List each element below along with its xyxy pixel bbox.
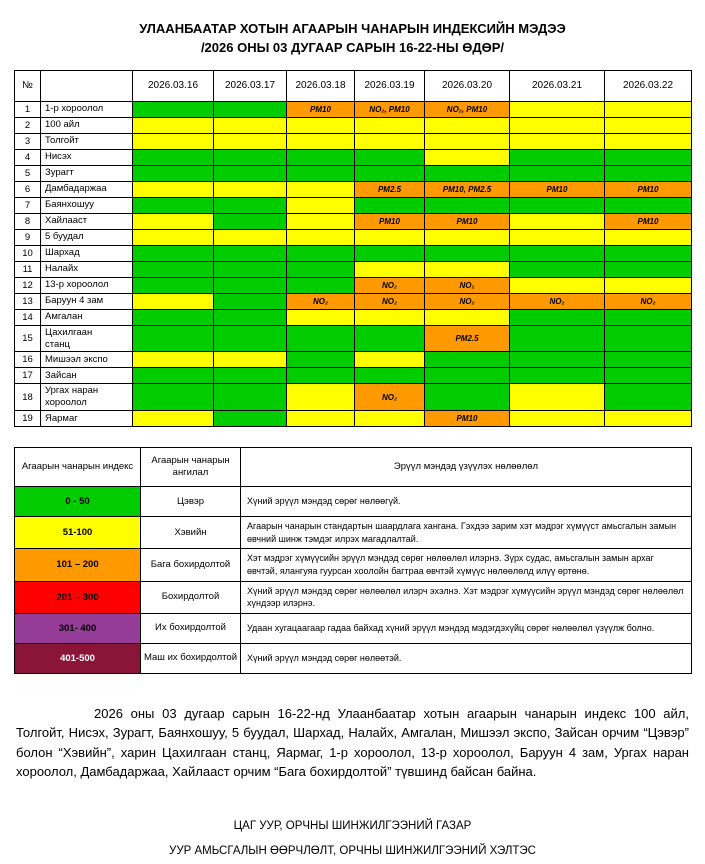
aqi-day-cell <box>287 133 355 149</box>
aqi-station-name: Зурагт <box>41 165 133 181</box>
aqi-station-name: Ургах наран хороолол <box>41 384 133 411</box>
aqi-day-cell <box>287 411 355 427</box>
aqi-day-cell <box>214 101 287 117</box>
aqi-day-cell-pollutant: PM10 <box>287 101 355 117</box>
aqi-day-cell-pollutant: PM10 <box>510 181 605 197</box>
aqi-day-cell <box>133 261 214 277</box>
aqi-date-header: 2026.03.21 <box>510 70 605 101</box>
aqi-day-cell <box>287 117 355 133</box>
aqi-day-cell-pollutant: PM10 <box>605 181 692 197</box>
aqi-table <box>14 70 692 428</box>
aqi-station-name: Толгойт <box>41 133 133 149</box>
aqi-day-cell <box>355 133 425 149</box>
aqi-day-cell <box>214 309 287 325</box>
aqi-day-cell <box>133 352 214 368</box>
aqi-station-header <box>41 70 133 101</box>
aqi-day-cell <box>605 149 692 165</box>
aqi-day-cell <box>133 384 214 411</box>
aqi-day-cell <box>510 229 605 245</box>
aqi-day-cell <box>214 411 287 427</box>
aqi-day-cell <box>425 117 510 133</box>
aqi-row <box>15 325 692 352</box>
legend-range-swatch: 0 - 50 <box>15 487 141 517</box>
aqi-day-cell <box>133 149 214 165</box>
legend-range-swatch: 101 – 200 <box>15 549 141 581</box>
aqi-day-cell <box>133 197 214 213</box>
legend-table-body <box>15 487 692 674</box>
aqi-station-name: Баянхошуу <box>41 197 133 213</box>
aqi-day-cell <box>133 293 214 309</box>
legend-row <box>15 517 692 549</box>
aqi-day-cell <box>214 245 287 261</box>
aqi-day-cell <box>133 165 214 181</box>
aqi-day-cell <box>605 165 692 181</box>
aqi-day-cell <box>214 213 287 229</box>
aqi-corner-header: № <box>15 70 41 101</box>
legend-class-label: Маш их бохирдолтой <box>141 643 241 673</box>
aqi-day-cell <box>214 165 287 181</box>
aqi-day-cell <box>510 261 605 277</box>
aqi-day-cell-pollutant: PM10 <box>425 213 510 229</box>
aqi-day-cell <box>287 165 355 181</box>
aqi-day-cell <box>510 117 605 133</box>
aqi-row-number: 15 <box>15 325 41 352</box>
aqi-row-number: 8 <box>15 213 41 229</box>
aqi-day-cell <box>510 384 605 411</box>
aqi-day-cell <box>605 309 692 325</box>
aqi-day-cell <box>355 309 425 325</box>
aqi-date-header: 2026.03.22 <box>605 70 692 101</box>
aqi-row-number: 18 <box>15 384 41 411</box>
aqi-row <box>15 181 692 197</box>
aqi-day-cell <box>287 309 355 325</box>
aqi-day-cell <box>133 117 214 133</box>
legend-row <box>15 581 692 613</box>
aqi-day-cell-pollutant: NO₂ <box>425 293 510 309</box>
aqi-day-cell <box>605 197 692 213</box>
aqi-row-number: 12 <box>15 277 41 293</box>
aqi-day-cell-pollutant: PM10 <box>425 411 510 427</box>
aqi-day-cell <box>355 117 425 133</box>
aqi-day-cell <box>214 229 287 245</box>
aqi-row <box>15 352 692 368</box>
legend-health-effect: Хэт мэдрэг хүмүүсийн эрүүл мэндэд сөрөг нөлөөлөл илэрнэ. Зүрх судас, амьсгалын замын архаг өвчтэй, ялангуяа гуурсан хоолойн багтраа өвчтэй хүмүүс нөлөөлөлд илүү өртөнө. <box>241 549 692 581</box>
aqi-day-cell <box>287 261 355 277</box>
aqi-day-cell <box>425 309 510 325</box>
legend-table <box>14 447 692 674</box>
aqi-day-cell <box>133 213 214 229</box>
legend-header-cell: Эрүүл мэндэд үзүүлэх нөлөөлөл <box>241 448 692 487</box>
aqi-day-cell <box>214 368 287 384</box>
aqi-station-name: Мишээл экспо <box>41 352 133 368</box>
aqi-row-number: 16 <box>15 352 41 368</box>
aqi-day-cell <box>287 277 355 293</box>
aqi-day-cell-pollutant: NO₂ <box>425 277 510 293</box>
legend-health-effect: Агаарын чанарын стандартын шаардлага хангана. Гэхдээ зарим хэт мэдрэг хүмүүст амьсгалын замын өвчний шинж тэмдэг илрэх магадлалтай. <box>241 517 692 549</box>
legend-row <box>15 643 692 673</box>
aqi-row <box>15 213 692 229</box>
footer-line-1: ЦАГ УУР, ОРЧНЫ ШИНЖИЛГЭЭНИЙ ГАЗАР <box>233 819 472 832</box>
aqi-day-cell <box>214 117 287 133</box>
title-line-1: УЛААНБААТАР ХОТЫН АГААРЫН ЧАНАРЫН ИНДЕКСИЙН МЭДЭЭ <box>139 21 566 36</box>
aqi-day-cell <box>510 165 605 181</box>
aqi-day-cell <box>605 352 692 368</box>
aqi-station-name: Налайх <box>41 261 133 277</box>
legend-class-label: Цэвэр <box>141 487 241 517</box>
aqi-day-cell <box>214 197 287 213</box>
summary-paragraph: 2026 оны 03 дугаар сарын 16-22-нд Улаанбаатар хотын агаарын чанарын индекс 100 айл, Толгойт, Нисэх, Зурагт, Баянхошуу, 5 буудал, Шархад, Налайх, Амгалан, Мишээл экспо, Зайсан орчим “Цэвэр” болон “Хэвийн”, харин Цахилгаан станц, Яармаг, 1-р хороолол, 13-р хороолол, Баруун 4 зам, Ургах наран хороолол, Дамбадаржаа, Хайлааст орчим “Бага бохирдолтой” түвшинд байсан байна. <box>16 705 689 780</box>
legend-row <box>15 613 692 643</box>
aqi-day-cell <box>133 101 214 117</box>
aqi-day-cell-pollutant: PM10, PM2.5 <box>425 181 510 197</box>
aqi-row <box>15 245 692 261</box>
aqi-day-cell <box>425 352 510 368</box>
aqi-day-cell <box>214 325 287 352</box>
aqi-day-cell <box>425 368 510 384</box>
aqi-day-cell <box>287 245 355 261</box>
aqi-day-cell <box>133 368 214 384</box>
aqi-day-cell-pollutant: PM2.5 <box>425 325 510 352</box>
aqi-row <box>15 368 692 384</box>
aqi-day-cell <box>214 277 287 293</box>
aqi-row-number: 11 <box>15 261 41 277</box>
aqi-day-cell <box>133 245 214 261</box>
aqi-day-cell <box>133 309 214 325</box>
report-title <box>14 20 691 58</box>
legend-range-swatch: 301- 400 <box>15 613 141 643</box>
legend-header-cell: Агаарын чанарын ангилал <box>141 448 241 487</box>
aqi-day-cell <box>425 261 510 277</box>
legend-health-effect: Хүний эрүүл мэндэд сөрөг нөлөөлөл илэрч эхэлнэ. Хэт мэдрэг хүмүүсийн эрүүл мэндэд сөрөг нөлөөлөл хүндээр илэрнэ. <box>241 581 692 613</box>
aqi-day-cell <box>510 133 605 149</box>
aqi-day-cell <box>133 229 214 245</box>
aqi-day-cell <box>425 197 510 213</box>
aqi-day-cell <box>605 384 692 411</box>
aqi-row <box>15 117 692 133</box>
aqi-day-cell <box>605 261 692 277</box>
aqi-station-name: 5 буудал <box>41 229 133 245</box>
aqi-day-cell <box>510 325 605 352</box>
aqi-day-cell <box>605 411 692 427</box>
aqi-day-cell-pollutant: NO₂ <box>355 277 425 293</box>
aqi-row <box>15 384 692 411</box>
aqi-station-name: Шархад <box>41 245 133 261</box>
aqi-day-cell <box>355 197 425 213</box>
aqi-row <box>15 293 692 309</box>
aqi-date-header: 2026.03.16 <box>133 70 214 101</box>
aqi-day-cell <box>214 133 287 149</box>
aqi-day-cell <box>510 352 605 368</box>
aqi-row-number: 19 <box>15 411 41 427</box>
aqi-station-name: 1-р хороолол <box>41 101 133 117</box>
aqi-day-cell <box>287 384 355 411</box>
aqi-day-cell <box>214 293 287 309</box>
aqi-day-cell <box>510 101 605 117</box>
aqi-row-number: 4 <box>15 149 41 165</box>
aqi-row <box>15 165 692 181</box>
aqi-header-row <box>15 70 692 101</box>
aqi-day-cell-pollutant: NO₂ <box>605 293 692 309</box>
aqi-day-cell <box>425 229 510 245</box>
aqi-day-cell <box>355 368 425 384</box>
aqi-day-cell <box>287 213 355 229</box>
aqi-date-header: 2026.03.17 <box>214 70 287 101</box>
aqi-day-cell <box>605 368 692 384</box>
aqi-day-cell <box>133 277 214 293</box>
aqi-day-cell <box>355 165 425 181</box>
aqi-row-number: 5 <box>15 165 41 181</box>
aqi-day-cell <box>287 325 355 352</box>
legend-range-swatch: 201 – 300 <box>15 581 141 613</box>
aqi-day-cell <box>510 213 605 229</box>
aqi-day-cell <box>133 325 214 352</box>
aqi-date-header: 2026.03.19 <box>355 70 425 101</box>
aqi-station-name: 13-р хороолол <box>41 277 133 293</box>
aqi-station-name: Амгалан <box>41 309 133 325</box>
aqi-day-cell-pollutant: NO₂ <box>510 293 605 309</box>
aqi-day-cell-pollutant: NO₂, PM10 <box>355 101 425 117</box>
aqi-day-cell <box>355 325 425 352</box>
aqi-day-cell <box>214 261 287 277</box>
aqi-row <box>15 277 692 293</box>
legend-row <box>15 487 692 517</box>
aqi-day-cell <box>287 149 355 165</box>
aqi-row <box>15 101 692 117</box>
aqi-day-cell-pollutant: PM2.5 <box>355 181 425 197</box>
aqi-day-cell <box>355 245 425 261</box>
legend-header-row <box>15 448 692 487</box>
aqi-day-cell <box>287 229 355 245</box>
aqi-station-name: Яармаг <box>41 411 133 427</box>
aqi-day-cell <box>605 117 692 133</box>
aqi-row <box>15 261 692 277</box>
aqi-station-name: Зайсан <box>41 368 133 384</box>
aqi-day-cell <box>510 368 605 384</box>
aqi-day-cell <box>355 411 425 427</box>
title-line-2: /2026 ОНЫ 03 ДУГААР САРЫН 16-22-НЫ ӨДӨР/ <box>200 39 505 55</box>
legend-class-label: Хэвийн <box>141 517 241 549</box>
aqi-day-cell-pollutant: NO₂ <box>355 293 425 309</box>
aqi-day-cell <box>355 261 425 277</box>
aqi-row <box>15 229 692 245</box>
legend-health-effect: Удаан хугацаагаар гадаа байхад хүний эрүүл мэндэд мэдэгдэхүйц сөрөг нөлөөлөл үзүүлж болно. <box>241 613 692 643</box>
aqi-day-cell <box>510 197 605 213</box>
aqi-day-cell <box>605 101 692 117</box>
aqi-day-cell <box>510 277 605 293</box>
aqi-day-cell <box>133 411 214 427</box>
aqi-row <box>15 133 692 149</box>
aqi-day-cell <box>214 352 287 368</box>
aqi-day-cell <box>510 309 605 325</box>
aqi-day-cell <box>510 245 605 261</box>
aqi-station-name: Дамбадаржаа <box>41 181 133 197</box>
aqi-day-cell <box>133 133 214 149</box>
aqi-day-cell <box>605 325 692 352</box>
aqi-station-name: Баруун 4 зам <box>41 293 133 309</box>
legend-health-effect: Хүний эрүүл мэндэд сөрөг нөлөөгүй. <box>241 487 692 517</box>
aqi-station-name: Цахилгаан станц <box>41 325 133 352</box>
legend-header-cell: Агаарын чанарын индекс <box>15 448 141 487</box>
aqi-date-header: 2026.03.20 <box>425 70 510 101</box>
aqi-station-name: Нисэх <box>41 149 133 165</box>
aqi-day-cell <box>425 133 510 149</box>
aqi-row-number: 10 <box>15 245 41 261</box>
aqi-row <box>15 197 692 213</box>
aqi-day-cell <box>214 181 287 197</box>
aqi-day-cell <box>214 149 287 165</box>
legend-range-swatch: 51-100 <box>15 517 141 549</box>
legend-health-effect: Хүний эрүүл мэндэд сөрөг нөлөөтэй. <box>241 643 692 673</box>
aqi-row-number: 13 <box>15 293 41 309</box>
aqi-day-cell-pollutant: PM10 <box>605 213 692 229</box>
aqi-day-cell-pollutant: NO₂ <box>355 384 425 411</box>
aqi-day-cell <box>510 411 605 427</box>
aqi-date-header: 2026.03.18 <box>287 70 355 101</box>
aqi-day-cell <box>287 197 355 213</box>
aqi-day-cell <box>355 149 425 165</box>
legend-range-swatch: 401-500 <box>15 643 141 673</box>
footer-line-2: УУР АМЬСГАЛЫН ӨӨРЧЛӨЛТ, ОРЧНЫ ШИНЖИЛГЭЭНИЙ ХЭЛТЭС <box>169 845 536 858</box>
legend-class-label: Их бохирдолтой <box>141 613 241 643</box>
aqi-row-number: 1 <box>15 101 41 117</box>
aqi-row-number: 9 <box>15 229 41 245</box>
aqi-day-cell-pollutant: PM10 <box>355 213 425 229</box>
aqi-row-number: 2 <box>15 117 41 133</box>
aqi-day-cell <box>605 229 692 245</box>
aqi-row-number: 6 <box>15 181 41 197</box>
aqi-day-cell <box>425 165 510 181</box>
aqi-day-cell <box>425 245 510 261</box>
aqi-row-number: 7 <box>15 197 41 213</box>
aqi-row <box>15 149 692 165</box>
aqi-day-cell <box>287 368 355 384</box>
aqi-day-cell-pollutant: NO₂, PM10 <box>425 101 510 117</box>
aqi-day-cell <box>133 181 214 197</box>
aqi-day-cell <box>214 384 287 411</box>
aqi-day-cell <box>355 229 425 245</box>
aqi-day-cell <box>355 352 425 368</box>
aqi-day-cell <box>287 181 355 197</box>
aqi-row <box>15 411 692 427</box>
aqi-day-cell <box>605 277 692 293</box>
aqi-table-body <box>15 101 692 427</box>
report-footer <box>14 814 691 864</box>
aqi-row <box>15 309 692 325</box>
aqi-day-cell <box>510 149 605 165</box>
aqi-day-cell <box>605 245 692 261</box>
aqi-day-cell <box>425 384 510 411</box>
legend-row <box>15 549 692 581</box>
aqi-station-name: Хайлааст <box>41 213 133 229</box>
aqi-row-number: 3 <box>15 133 41 149</box>
aqi-day-cell-pollutant: NO₂ <box>287 293 355 309</box>
aqi-row-number: 14 <box>15 309 41 325</box>
aqi-row-number: 17 <box>15 368 41 384</box>
aqi-day-cell <box>287 352 355 368</box>
legend-class-label: Бохирдолтой <box>141 581 241 613</box>
legend-class-label: Бага бохирдолтой <box>141 549 241 581</box>
aqi-day-cell <box>425 149 510 165</box>
aqi-day-cell <box>605 133 692 149</box>
aqi-station-name: 100 айл <box>41 117 133 133</box>
